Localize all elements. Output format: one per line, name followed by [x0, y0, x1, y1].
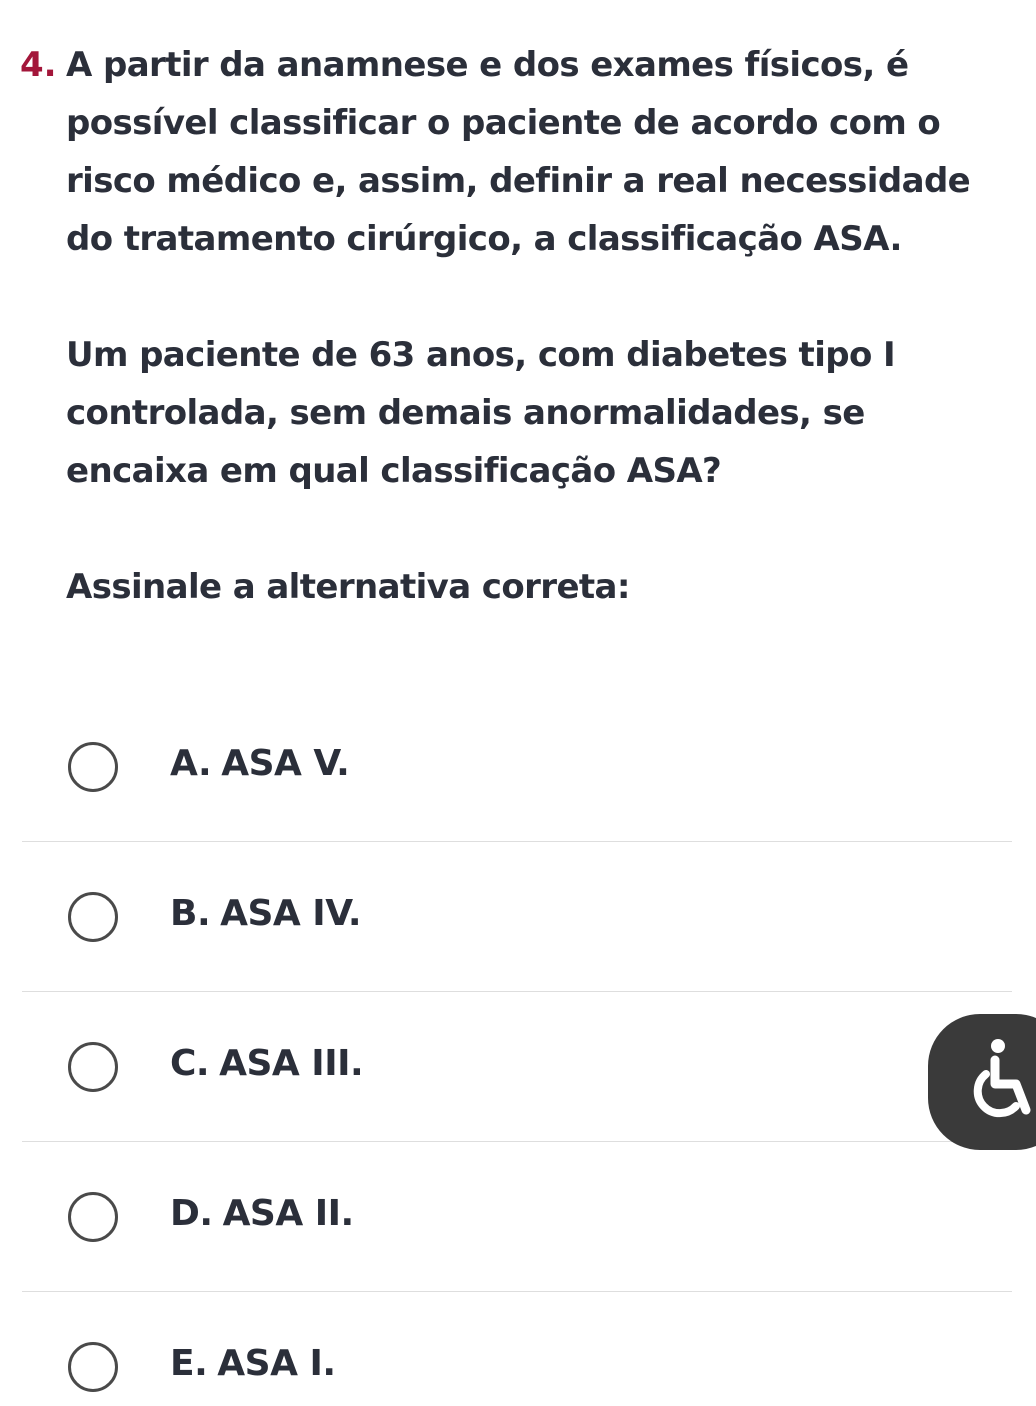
radio-button[interactable]: [68, 1342, 118, 1392]
option-b[interactable]: [22, 842, 1012, 992]
radio-button[interactable]: [68, 1042, 118, 1092]
answer-options: [22, 692, 1012, 1406]
option-letter: E.: [170, 1343, 208, 1384]
question-header: [20, 36, 1010, 616]
wheelchair-icon: [964, 1038, 1034, 1126]
option-e[interactable]: [22, 1292, 1012, 1406]
option-text: ASA III.: [219, 1043, 364, 1084]
question-number: 4.: [20, 45, 57, 85]
option-d[interactable]: [22, 1142, 1012, 1292]
accessibility-button[interactable]: [928, 1014, 1036, 1150]
option-label[interactable]: [170, 1038, 363, 1090]
option-letter: C.: [170, 1043, 210, 1084]
option-text: ASA IV.: [220, 893, 362, 934]
option-a[interactable]: [22, 692, 1012, 842]
option-label[interactable]: [170, 888, 361, 940]
question-prompt: Um paciente de 63 anos, com diabetes tipo I controlada, sem demais anormalidades, se encaixa em qual classificação ASA?: [66, 335, 896, 491]
option-label[interactable]: [170, 1338, 336, 1390]
option-label[interactable]: [170, 738, 349, 790]
option-c[interactable]: [22, 992, 1012, 1142]
option-letter: B.: [170, 893, 211, 934]
radio-button[interactable]: [68, 892, 118, 942]
option-text: ASA V.: [221, 743, 350, 784]
option-letter: D.: [170, 1193, 213, 1234]
option-letter: A.: [170, 743, 212, 784]
radio-button[interactable]: [68, 742, 118, 792]
option-label[interactable]: [170, 1188, 354, 1240]
question-block: [20, 36, 1010, 616]
radio-button[interactable]: [68, 1192, 118, 1242]
option-text: ASA I.: [217, 1343, 336, 1384]
question-context: A partir da anamnese e dos exames físicos, é possível classificar o paciente de acordo com o risco médico e, assim, definir a real necessidade do tratamento cirúrgico, a classificação ASA.: [66, 45, 971, 259]
question-instruction: Assinale a alternativa correta:: [66, 567, 630, 607]
option-text: ASA II.: [222, 1193, 354, 1234]
question-body: [66, 36, 1010, 616]
